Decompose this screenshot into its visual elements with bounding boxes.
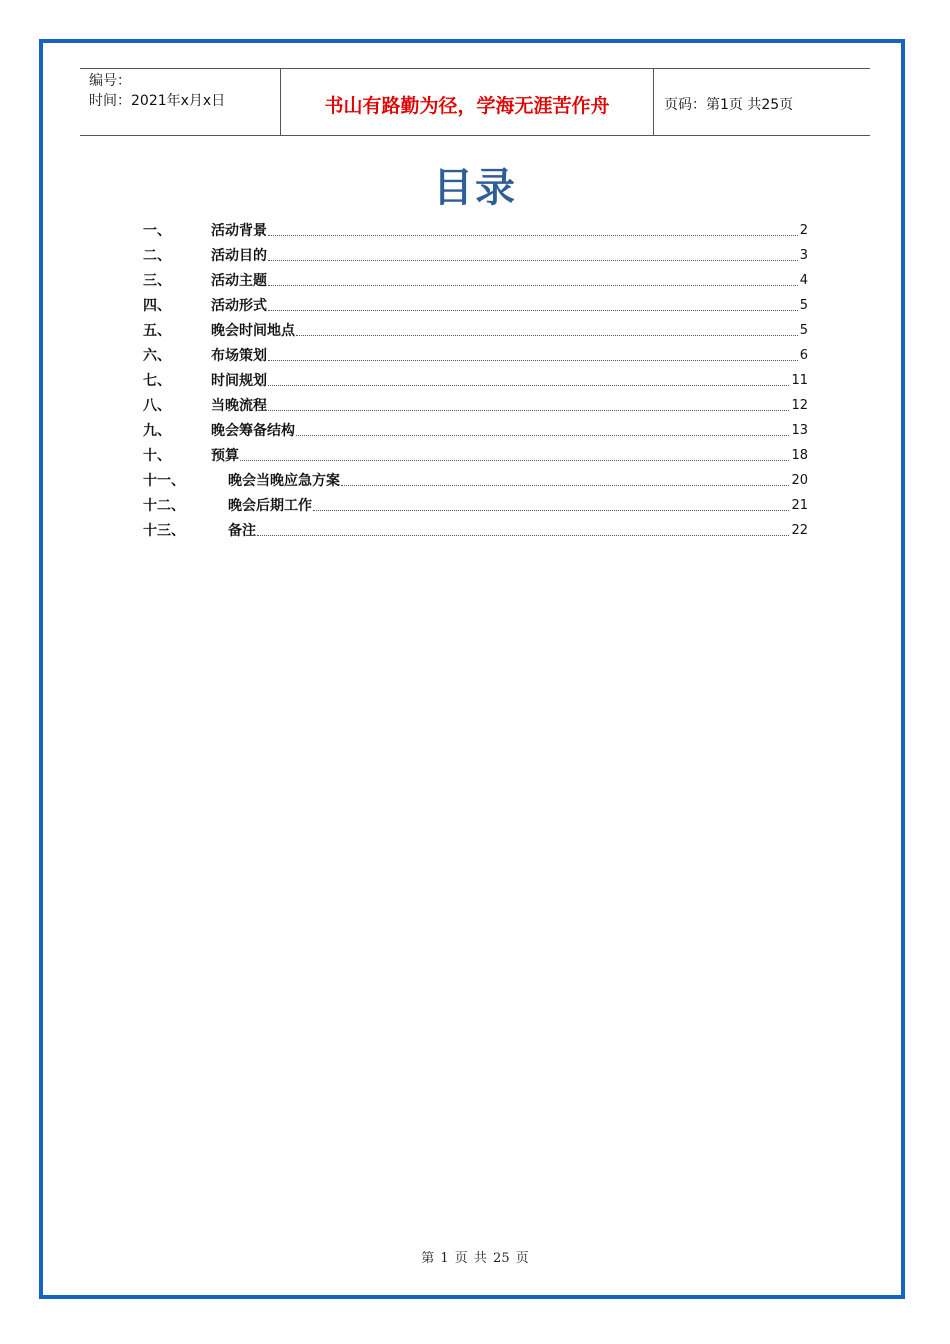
toc-entry[interactable] — [143, 466, 808, 491]
toc-entry-page: 20 — [791, 473, 808, 488]
toc-entry-page: 5 — [799, 298, 808, 313]
toc-dot-leader — [240, 459, 789, 461]
toc-entry[interactable] — [143, 266, 808, 291]
toc-entry-label: 活动背景 — [211, 223, 267, 239]
toc-entry-label: 布场策划 — [211, 348, 267, 364]
toc-dot-leader — [268, 259, 798, 261]
toc-dot-leader — [257, 534, 789, 536]
toc-entry-number: 四、 — [143, 298, 171, 314]
toc-entry-page: 11 — [791, 373, 808, 388]
toc-entry-number: 二、 — [143, 248, 171, 264]
toc-dot-leader — [268, 234, 798, 236]
toc-entry-number: 十二、 — [143, 498, 185, 514]
toc-entry-label: 晚会后期工作 — [228, 498, 312, 514]
toc-entry[interactable] — [143, 416, 808, 441]
toc-dot-leader — [268, 359, 798, 361]
document-header — [80, 68, 870, 136]
toc-entry-number: 十一、 — [143, 473, 185, 489]
toc-entry[interactable] — [143, 241, 808, 266]
toc-entry-page: 2 — [799, 223, 808, 238]
toc-entry-page: 21 — [791, 498, 808, 513]
toc-entry-number: 十三、 — [143, 523, 185, 539]
toc-entry-number: 八、 — [143, 398, 171, 414]
table-of-contents — [143, 216, 808, 541]
toc-dot-leader — [268, 309, 798, 311]
toc-entry-label: 备注 — [228, 523, 256, 539]
toc-entry[interactable] — [143, 391, 808, 416]
toc-entry[interactable] — [143, 341, 808, 366]
header-motto: 书山有路勤为径，学海无涯苦作舟 — [281, 69, 654, 135]
toc-entry-page: 12 — [791, 398, 808, 413]
toc-dot-leader — [268, 284, 798, 286]
toc-entry[interactable] — [143, 216, 808, 241]
toc-entry-label: 预算 — [211, 448, 239, 464]
toc-entry-page: 4 — [799, 273, 808, 288]
toc-entry[interactable] — [143, 316, 808, 341]
toc-entry-page: 18 — [791, 448, 808, 463]
toc-entry[interactable] — [143, 291, 808, 316]
page-footer: 第 1 页 共 25 页 — [421, 1251, 529, 1266]
toc-dot-leader — [296, 334, 798, 336]
toc-entry-page: 22 — [791, 523, 808, 538]
toc-dot-leader — [268, 409, 789, 411]
toc-entry-label: 活动目的 — [211, 248, 267, 264]
toc-dot-leader — [268, 384, 789, 386]
toc-entry-page: 5 — [799, 323, 808, 338]
toc-dot-leader — [341, 484, 789, 486]
toc-entry-label: 晚会当晚应急方案 — [228, 473, 340, 489]
toc-entry-number: 一、 — [143, 223, 171, 239]
toc-entry[interactable] — [143, 441, 808, 466]
toc-entry-label: 晚会时间地点 — [211, 323, 295, 339]
header-page-info: 页码：第1页 共25页 — [664, 97, 794, 113]
toc-dot-leader — [296, 434, 789, 436]
toc-entry-page: 6 — [799, 348, 808, 363]
toc-title: 目录 — [433, 164, 517, 211]
toc-entry-label: 活动主题 — [211, 273, 267, 289]
toc-entry-page: 13 — [791, 423, 808, 438]
toc-entry-label: 晚会筹备结构 — [211, 423, 295, 439]
toc-entry-label: 当晚流程 — [211, 398, 267, 414]
header-info-cell — [80, 69, 281, 135]
toc-entry-number: 九、 — [143, 423, 171, 439]
toc-dot-leader — [313, 509, 789, 511]
toc-entry[interactable] — [143, 491, 808, 516]
number-label: 编号： — [89, 73, 131, 89]
toc-entry-number: 六、 — [143, 348, 171, 364]
toc-entry[interactable] — [143, 516, 808, 541]
toc-entry-label: 时间规划 — [211, 373, 267, 389]
toc-entry-number: 七、 — [143, 373, 171, 389]
toc-entry-page: 3 — [799, 248, 808, 263]
toc-entry-label: 活动形式 — [211, 298, 267, 314]
toc-entry-number: 五、 — [143, 323, 171, 339]
date-label: 时间：2021年x月x日 — [89, 93, 226, 109]
toc-entry[interactable] — [143, 366, 808, 391]
toc-entry-number: 三、 — [143, 273, 171, 289]
toc-entry-number: 十、 — [143, 448, 171, 464]
